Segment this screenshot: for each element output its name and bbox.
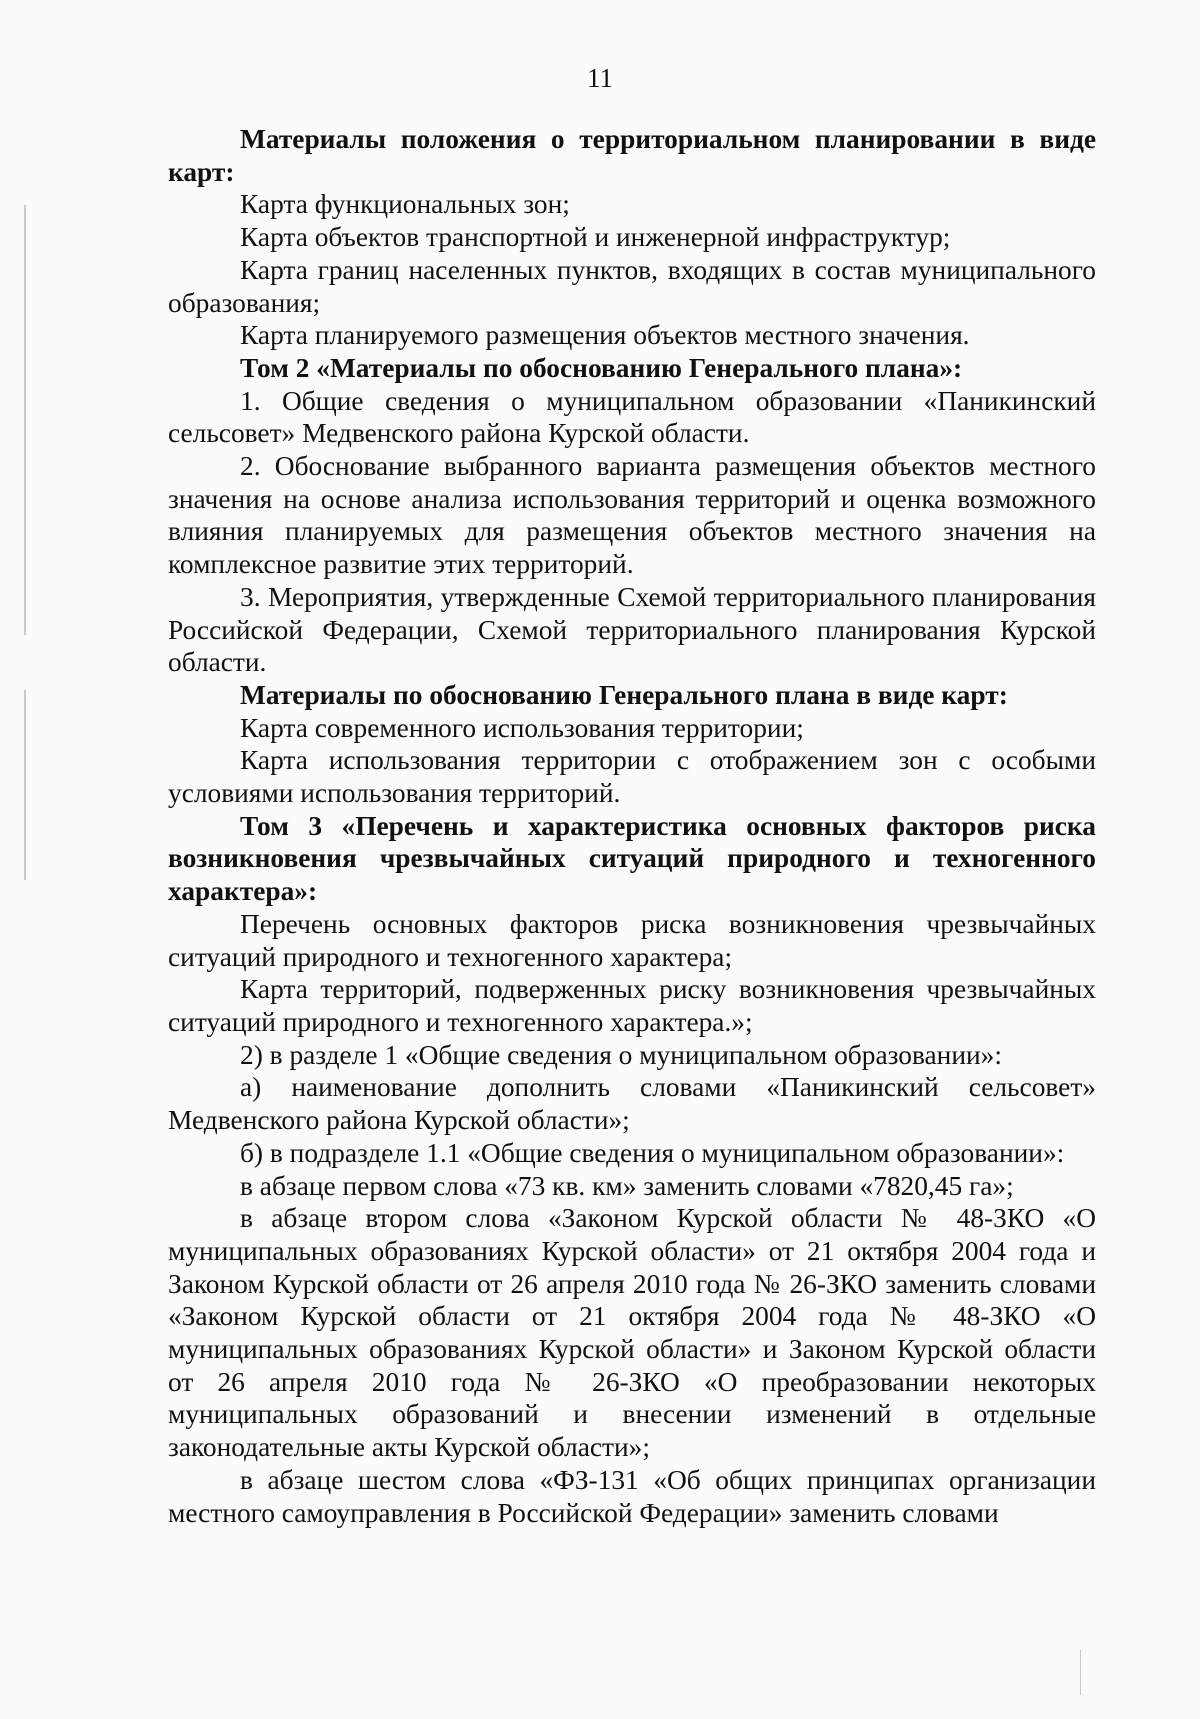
paragraph-infrastructure-map: Карта объектов транспортной и инженерной инфраструктур; xyxy=(240,222,951,253)
paragraph-special-zones-map: Карта использования территории с отображением зон с особыми условиями использования территорий. xyxy=(168,745,1096,809)
paragraph-section-1: 2) в разделе 1 «Общие сведения о муниципальном образовании»: xyxy=(240,1039,1002,1070)
paragraph-second-abzats: в абзаце втором слова «Законом Курской области № 48-ЗКО «О муниципальных образованиях Курской области» от 21 октября 2004 года и Законом Курской области от 26 апреля 2010 года № 26-ЗКО заменить словами «Законом Курской области от 21 октября 2004 года № 48-ЗКО «О муниципальных образованиях Курской области» и Законом Курской области от 26 апреля 2010 года № 26-ЗКО «О преобразовании некоторых муниципальных образований и внесении изменений в отдельные законодательные акты Курской области»; xyxy=(168,1203,1096,1463)
paragraph-justification-maps-heading: Материалы по обоснованию Генерального плана в виде карт: xyxy=(240,679,1008,710)
paragraph-subitem-a: а) наименование дополнить словами «Паникинский сельсовет» Медвенского района Курской области»; xyxy=(168,1072,1096,1136)
paragraph-volume-3-heading: Том 3 «Перечень и характеристика основных факторов риска возникновения чрезвычайных ситуаций природного и техногенного характера»: xyxy=(168,810,1096,907)
paragraph-risk-factors-list: Перечень основных факторов риска возникновения чрезвычайных ситуаций природного и техногенного характера; xyxy=(168,908,1096,972)
paragraph-subitem-b: б) в подразделе 1.1 «Общие сведения о муниципальном образовании»: xyxy=(240,1137,1065,1168)
paragraph-current-use-map: Карта современного использования территории; xyxy=(240,712,804,743)
paragraph-item-2: 2. Обоснование выбранного варианта размещения объектов местного значения на основе анализа использования территорий и оценка возможного влияния планируемых для размещения объектов местного значения на комплексное развитие этих территорий. xyxy=(168,451,1096,580)
paragraph-item-3: 3. Мероприятия, утвержденные Схемой территориального планирования Российской Федерации, Схемой территориального планирования Курской области. xyxy=(168,581,1096,678)
paragraph-item-1: 1. Общие сведения о муниципальном образовании «Паникинский сельсовет» Медвенского района Курской области. xyxy=(168,385,1096,449)
page-number: 11 xyxy=(587,63,613,93)
paragraph-first-abzats: в абзаце первом слова «73 кв. км» заменить словами «7820,45 га»; xyxy=(240,1170,1014,1201)
paragraph-sixth-abzats: в абзаце шестом слова «ФЗ-131 «Об общих принципах организации местного самоуправления в Российской Федерации» заменить словами xyxy=(168,1464,1096,1528)
paragraph-settlement-boundaries-map: Карта границ населенных пунктов, входящих в состав муниципального образования; xyxy=(168,254,1096,318)
paragraph-maps-heading: Материалы положения о территориальном планировании в виде карт: xyxy=(168,124,1096,187)
scan-mark-left-lower xyxy=(24,690,26,880)
document-body xyxy=(168,123,1096,1529)
paragraph-volume-2-heading: Том 2 «Материалы по обоснованию Генерального плана»: xyxy=(240,352,963,383)
paragraph-risk-territories-map: Карта территорий, подверженных риску возникновения чрезвычайных ситуаций природного и техногенного характера.»; xyxy=(168,974,1096,1037)
paragraph-local-objects-map: Карта планируемого размещения объектов местного значения. xyxy=(240,320,970,351)
paragraph-functional-zones-map: Карта функциональных зон; xyxy=(240,189,570,220)
scan-mark-left xyxy=(24,205,26,635)
scan-mark-bottom-right xyxy=(1080,1650,1081,1695)
